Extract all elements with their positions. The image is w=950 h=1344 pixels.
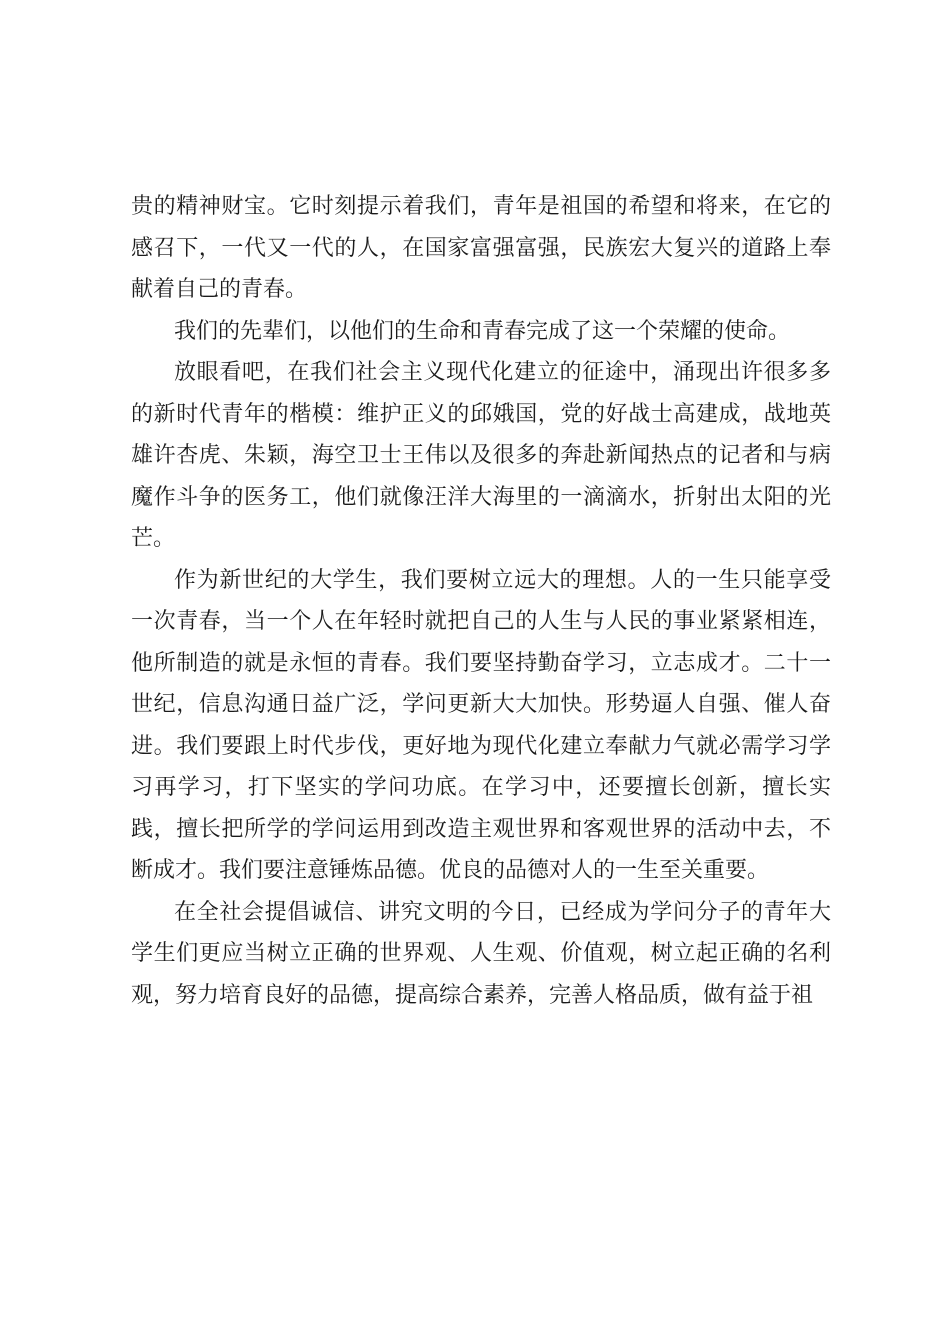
paragraph-4: 作为新世纪的大学生，我们要树立远大的理想。人的一生只能享受一次青春，当一个人在年轻时就把自己的人生与人民的事业紧紧相连，他所制造的就是永恒的青春。我们要坚持勤奋学习，立志成才。二十一世纪，信息沟通日益广泛，学问更新大大加快。形势逼人自强、催人奋进。我们要跟上时代步伐，更好地为现代化建立奉献力气就必需学习学习再学习，打下坚实的学问功底。在学习中，还要擅长创新，擅长实践，擅长把所学的学问运用到改造主观世界和客观世界的活动中去，不断成才。我们要注意锤炼品德。优良的品德对人的一生至关重要。	[131, 567, 831, 883]
document-body	[131, 186, 831, 1016]
paragraph-2: 我们的先辈们，以他们的生命和青春完成了这一个荣耀的使命。	[174, 318, 791, 344]
paragraph-1: 贵的精神财宝。它时刻提示着我们，青年是祖国的希望和将来，在它的感召下，一代又一代的人，在国家富强富强，民族宏大复兴的道路上奉献着自己的青春。	[131, 194, 831, 302]
paragraph-5: 在全社会提倡诚信、讲究文明的今日，已经成为学问分子的青年大学生们更应当树立正确的世界观、人生观、价值观，树立起正确的名利观，努力培育良好的品德，提高综合素养，完善人格品质，做有益于祖	[131, 899, 831, 1008]
paragraph-3: 放眼看吧，在我们社会主义现代化建立的征途中，涌现出许很多多的新时代青年的楷模：维护正义的邱娥国，党的好战士高建成，战地英雄许杏虎、朱颖，海空卫士王伟以及很多的奔赴新闻热点的记者和与病魔作斗争的医务工，他们就像汪洋大海里的一滴滴水，折射出太阳的光芒。	[131, 360, 831, 551]
